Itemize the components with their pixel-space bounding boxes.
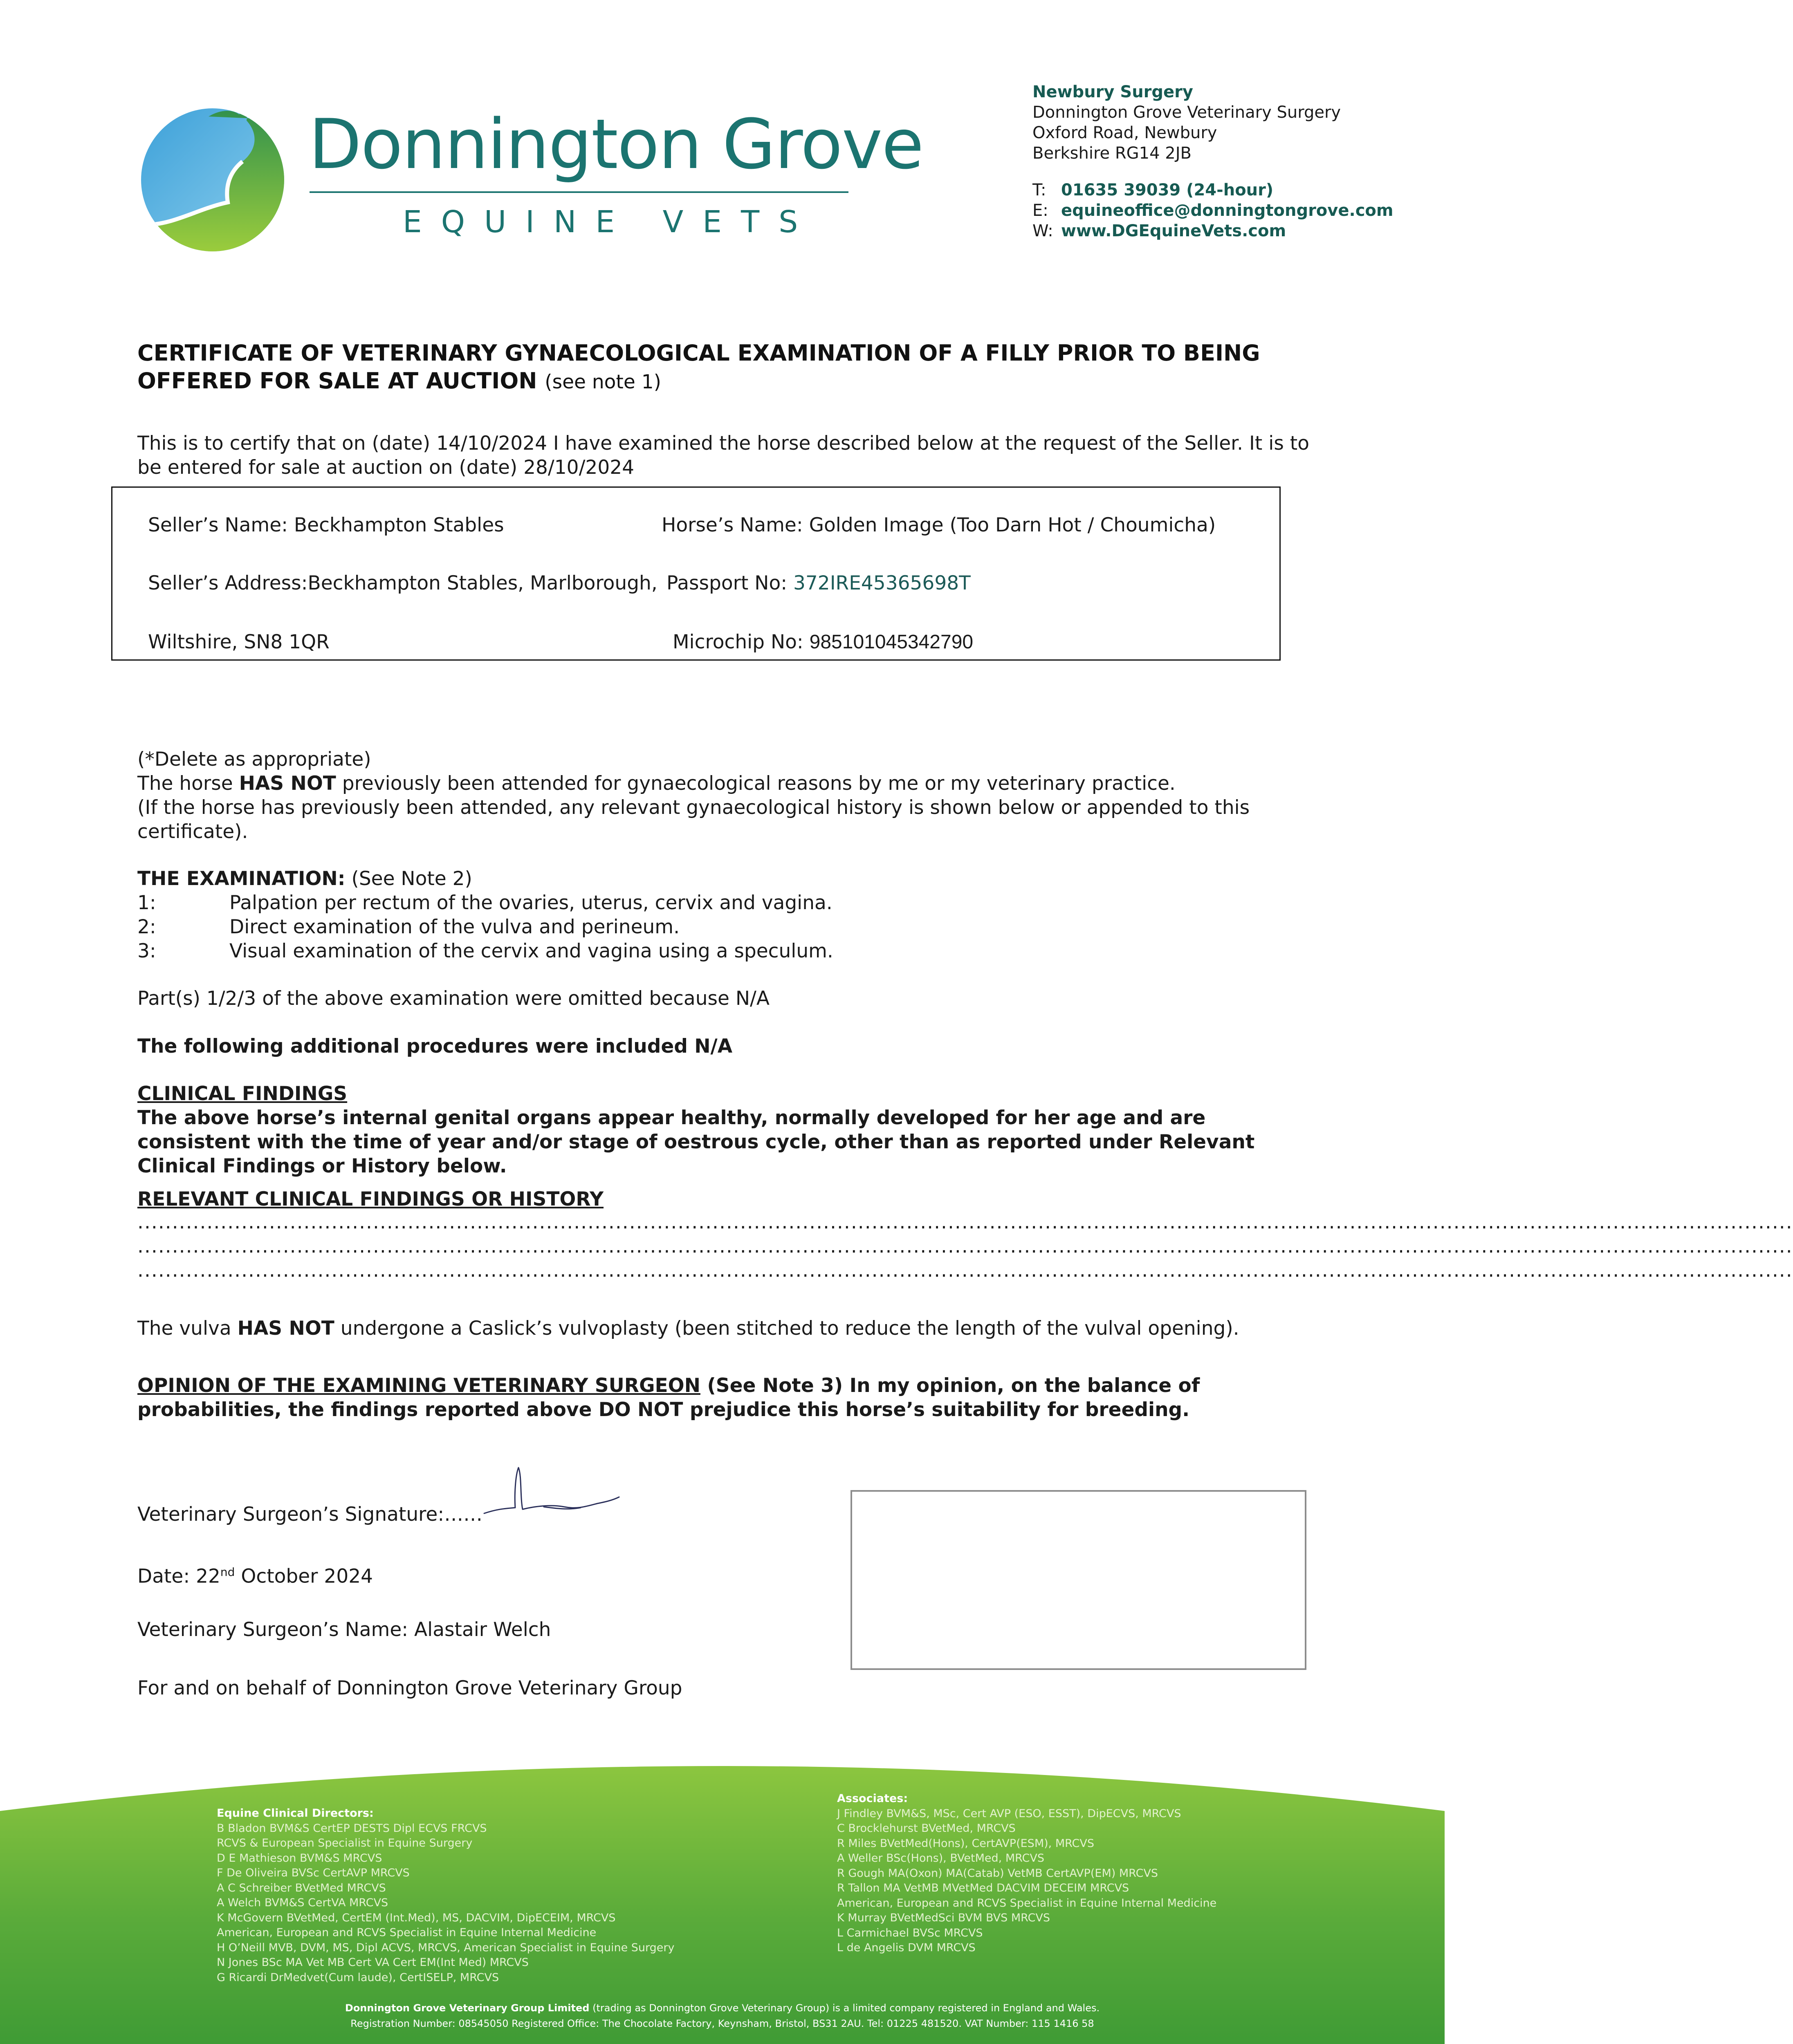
vulva-has-not: HAS NOT [237, 1317, 334, 1340]
examination-heading-note: (See Note 2) [345, 867, 472, 890]
director-entry: K McGovern BVetMed, CertEM (Int.Med), MS, DACVIM, DipECEIM, MRCVS [217, 1911, 616, 1924]
surgeon-name: Veterinary Surgeon’s Name: Alastair Welch [137, 1618, 551, 1641]
additional-procedures: The following additional procedures were included N/A [137, 1035, 733, 1058]
website-link[interactable]: www.DGEquineVets.com [1061, 222, 1286, 240]
director-entry: F De Oliveira BVSc CertAVP MRCVS [217, 1867, 410, 1879]
examination-item [137, 939, 1315, 963]
associate-entry: J Findley BVM&S, MSc, Cert AVP (ESO, ESST), DipECVS, MRCVS [837, 1807, 1181, 1820]
associates-heading: Associates: [837, 1792, 908, 1805]
director-entry: American, European and RCVS Specialist in Equine Internal Medicine [217, 1926, 597, 1939]
logo-divider [310, 191, 848, 193]
clinical-findings-text: The above horse’s internal genital organs appear healthy, normally developed for her age and are consistent with the time of year and/or stage of oestrous cycle, other than as reported under Relevant Clinical Findings or History below. [137, 1107, 1255, 1177]
history-has-not: HAS NOT [239, 772, 336, 795]
stamp-box [850, 1490, 1306, 1670]
director-entry: A Welch BVM&S CertVA MRCVS [217, 1896, 388, 1909]
relevant-findings-heading: RELEVANT CLINICAL FINDINGS OR HISTORY [137, 1188, 604, 1210]
history-appended-note: (If the horse has previously been attended, any relevant gynaecological history is shown below or appended to this certificate). [137, 796, 1250, 843]
associate-entry: R Tallon MA VetMB MVetMed DACVIM DECEIM MRCVS [837, 1882, 1129, 1894]
director-entry: H O’Neill MVB, DVM, MS, Dipl ACVS, MRCVS, American Specialist in Equine Surgery [217, 1941, 675, 1954]
associate-entry: R Miles BVetMed(Hons), CertAVP(ESM), MRCVS [837, 1837, 1094, 1850]
vulva-text: undergone a Caslick’s vulvoplasty (been stitched to reduce the length of the vulval opening). [334, 1317, 1239, 1340]
director-entry: RCVS & European Specialist in Equine Surgery [217, 1837, 473, 1849]
delete-note: (*Delete as appropriate) [137, 748, 371, 771]
examination-heading [137, 867, 1315, 891]
examination-item-text: Direct examination of the vulva and perineum. [229, 916, 680, 938]
logo-subtitle: EQUINE VETS [403, 204, 817, 240]
history-statement [137, 771, 1315, 796]
relevant-findings-line: ............................................................................................................................................................................................................................................... [137, 1259, 1793, 1282]
passport-number [666, 572, 971, 594]
email-label: E: [1032, 201, 1048, 220]
examination-item-text: Palpation per rectum of the ovaries, uterus, cervix and vagina. [229, 892, 833, 914]
associate-entry: A Weller BSc(Hons), BVetMed, MRCVS [837, 1852, 1044, 1865]
opinion-text: (See Note 3) In my opinion, on the balance of probabilities, the findings reported above DO NOT prejudice this horse’s suitability for breeding. [137, 1374, 1200, 1421]
vulva-text: The vulva [137, 1317, 238, 1340]
examination-item [137, 915, 1315, 939]
on-behalf-of: For and on behalf of Donnington Grove Veterinary Group [137, 1677, 682, 1699]
company-description: (trading as Donnington Grove Veterinary Group) is a limited company registered in England and Wales. [589, 2002, 1100, 2014]
company-name: Donnington Grove Veterinary Group Limited [345, 2002, 590, 2014]
opinion-section [137, 1374, 1315, 1422]
directors-heading: Equine Clinical Directors: [217, 1807, 374, 1820]
signoff-date-text: Date: 22 [137, 1565, 220, 1588]
logo-mark-icon [137, 102, 288, 253]
seller-name: Seller’s Name: Beckhampton Stables [148, 514, 504, 536]
microchip-label: Microchip No: [673, 631, 810, 653]
seller-address-line-2: Wiltshire, SN8 1QR [148, 631, 330, 653]
clinical-findings-heading: CLINICAL FINDINGS [137, 1083, 348, 1105]
associate-entry: C Brocklehurst BVetMed, MRCVS [837, 1822, 1016, 1835]
vulva-statement [137, 1316, 1315, 1340]
examination-item [137, 891, 1315, 915]
horse-name: Horse’s Name: Golden Image (Too Darn Hot / Choumicha) [662, 514, 1216, 536]
logo-title: Donnington Grove [309, 104, 923, 184]
microchip-value: 985101045342790 [809, 631, 974, 653]
surgery-name: Newbury Surgery [1032, 83, 1193, 101]
omitted-parts: Part(s) 1/2/3 of the above examination were omitted because N/A [137, 987, 770, 1010]
directors-list [217, 1806, 675, 1985]
examination-item-number: 2: [137, 916, 156, 938]
relevant-findings-line: ............................................................................................................................................................................................................................................... [137, 1235, 1793, 1257]
associate-entry: L Carmichael BVSc MRCVS [837, 1926, 983, 1939]
director-entry: B Bladon BVM&S CertEP DESTS Dipl ECVS FRCVS [217, 1822, 487, 1835]
history-text: The horse [137, 772, 239, 795]
microchip-number [673, 631, 973, 653]
certificate-title-note: (see note 1) [545, 371, 661, 393]
examination-item-text: Visual examination of the cervix and vagina using a speculum. [229, 940, 833, 962]
associate-entry: L de Angelis DVM MRCVS [837, 1941, 976, 1954]
director-entry: G Ricardi DrMedvet(Cum laude), CertISELP, MRCVS [217, 1971, 499, 1984]
associate-entry: R Gough MA(Oxon) MA(Catab) VetMB CertAVP(EM) MRCVS [837, 1867, 1158, 1880]
address-line: Berkshire RG14 2JB [1032, 144, 1192, 163]
seller-address-line-1: Seller’s Address:Beckhampton Stables, Marlborough, [148, 572, 658, 594]
associates-list [837, 1791, 1216, 1956]
signature-label: Veterinary Surgeon’s Signature:…… [137, 1503, 483, 1526]
certificate-title [137, 339, 1323, 396]
certificate-title-text: CERTIFICATE OF VETERINARY GYNAECOLOGICAL EXAMINATION OF A FILLY PRIOR TO BEING OFFERED FOR SALE AT AUCTION [137, 340, 1260, 394]
email-link[interactable]: equineoffice@donningtongrove.com [1061, 201, 1394, 220]
registration-line: Registration Number: 08545050 Registered Office: The Chocolate Factory, Keynsham, Bristol, BS31 2AU. Tel: 01225 481520. VAT Number: 115 1416 58 [350, 2018, 1094, 2029]
company-registration [0, 2000, 1445, 2031]
signoff-date [137, 1560, 373, 1589]
director-entry: D E Mathieson BVM&S MRCVS [217, 1851, 382, 1865]
history-text: previously been attended for gynaecological reasons by me or my veterinary practice. [336, 772, 1176, 795]
signature-image [482, 1459, 622, 1521]
contact-details [1032, 180, 1394, 241]
surgery-address [1032, 82, 1341, 164]
relevant-findings-line: ............................................................................................................................................................................................................................................... [137, 1211, 1793, 1233]
director-entry: A C Schreiber BVetMed MRCVS [217, 1881, 386, 1894]
signoff-date-text: October 2024 [235, 1565, 373, 1588]
signoff-date-suffix: nd [220, 1565, 235, 1579]
associate-entry: American, European and RCVS Specialist in Equine Internal Medicine [837, 1896, 1217, 1910]
address-line: Oxford Road, Newbury [1032, 123, 1217, 142]
director-entry: N Jones BSc MA Vet MB Cert VA Cert EM(Int Med) MRCVS [217, 1956, 529, 1969]
examination-item-number: 3: [137, 940, 156, 962]
company-line [0, 2000, 1445, 2016]
associate-entry: K Murray BVetMedSci BVM BVS MRCVS [837, 1912, 1050, 1924]
passport-label: Passport No: [666, 572, 793, 594]
opinion-heading: OPINION OF THE EXAMINING VETERINARY SURGEON [137, 1374, 700, 1397]
examination-heading-text: THE EXAMINATION: [137, 867, 346, 890]
examination-item-number: 1: [137, 892, 156, 914]
certify-statement: This is to certify that on (date) 14/10/2024 I have examined the horse described below at the request of the Seller. It is to be entered for sale at auction on (date) 28/10/2024 [137, 432, 1309, 479]
phone-label: T: [1032, 181, 1046, 199]
passport-value: 372IRE45365698T [793, 572, 971, 594]
web-label: W: [1032, 222, 1053, 240]
address-line: Donnington Grove Veterinary Surgery [1032, 103, 1341, 122]
history-section [137, 747, 1315, 844]
phone-number: 01635 39039 (24-hour) [1061, 181, 1274, 199]
examination-section [137, 867, 1315, 963]
